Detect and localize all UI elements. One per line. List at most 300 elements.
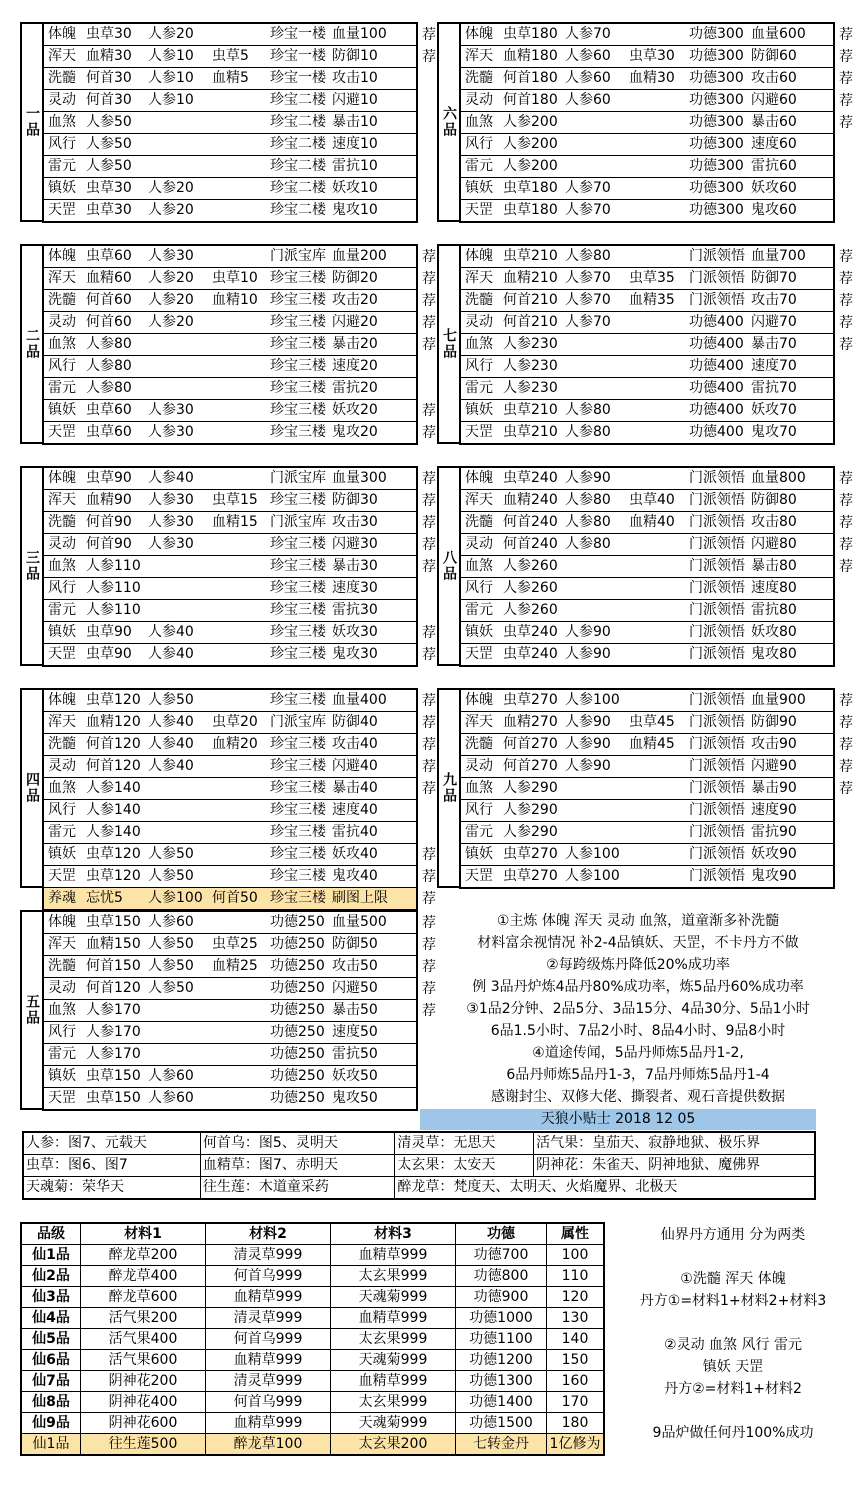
source: 功德300 (689, 48, 744, 64)
attribute: 攻击30 (332, 514, 378, 530)
source: 功德250 (270, 914, 325, 930)
material-2: 人参20 (148, 202, 194, 218)
source: 门派领悟 (689, 714, 745, 730)
pill-name: 浑天 (48, 48, 76, 64)
grade-label-cell (20, 466, 42, 666)
source: 珍宝一楼 (270, 70, 326, 86)
pill-name: 浑天 (465, 492, 493, 508)
material-1: 虫草120 (86, 692, 141, 708)
attribute: 暴击30 (332, 558, 378, 574)
grade-label: 八品 (441, 550, 457, 582)
recommend-mark: 荐 (422, 891, 436, 907)
source: 珍宝三楼 (270, 492, 326, 508)
immortal-cell: 阴神花200 (81, 1371, 206, 1392)
attribute: 雷抗70 (751, 380, 797, 396)
source: 门派领悟 (689, 758, 745, 774)
attribute: 防御60 (751, 48, 797, 64)
recommend-mark: 荐 (839, 315, 853, 331)
material-1: 何首120 (86, 736, 141, 752)
recommend-mark: 荐 (422, 715, 436, 731)
immortal-cell: 血精草999 (331, 1245, 456, 1266)
pill-name: 雷元 (48, 158, 76, 174)
pill-name: 洗髓 (48, 736, 76, 752)
material-1: 虫草180 (503, 180, 558, 196)
recipe-row (461, 333, 833, 355)
material-2: 人参70 (565, 314, 611, 330)
material-1: 虫草90 (86, 646, 132, 662)
recipe-row (461, 377, 833, 399)
pill-name: 洗髓 (48, 514, 76, 530)
attribute: 血量400 (332, 692, 387, 708)
immortal-cell: 仙1品 (21, 1245, 81, 1266)
recipe-row (461, 865, 833, 887)
tip-line: 6品丹师炼5品丹1-3，7品丹师炼5品丹1-4 (506, 1067, 770, 1083)
immortal-recipe-table (20, 1222, 605, 1456)
tip-line: 材料富余视情况 补2-4品镇妖、天罡，不卡丹方不做 (477, 935, 799, 951)
recommend-mark: 荐 (422, 847, 436, 863)
material-2: 人参100 (565, 868, 620, 884)
attribute: 刷图上限 (332, 890, 388, 906)
immortal-cell: 醉龙草400 (81, 1266, 206, 1287)
material-2: 人参40 (148, 758, 194, 774)
material-1: 虫草120 (86, 868, 141, 884)
material-2: 人参50 (148, 958, 194, 974)
material-2: 人参60 (565, 48, 611, 64)
attribute: 妖攻20 (332, 402, 378, 418)
material-1: 人参200 (503, 136, 558, 152)
material-2: 人参30 (148, 424, 194, 440)
source: 珍宝三楼 (270, 736, 326, 752)
ingredient-cell: 人参：图7、元载天 (23, 1132, 200, 1155)
immortal-special-row (21, 1434, 604, 1456)
immortal-cell: 清灵草999 (206, 1308, 331, 1329)
pill-name: 浑天 (465, 48, 493, 64)
material-1: 人参80 (86, 358, 132, 374)
material-3: 虫草25 (212, 936, 258, 952)
material-1: 虫草60 (86, 248, 132, 264)
material-2: 人参40 (148, 646, 194, 662)
material-3: 何首50 (212, 890, 258, 906)
source: 珍宝三楼 (270, 336, 326, 352)
attribute: 鬼攻50 (332, 1090, 378, 1106)
recipe-row (461, 577, 833, 599)
immortal-special-cell: 往生莲500 (81, 1434, 206, 1456)
pill-name: 体魄 (465, 26, 493, 42)
material-1: 虫草210 (503, 248, 558, 264)
attribute: 暴击80 (751, 558, 797, 574)
source: 门派领悟 (689, 824, 745, 840)
attribute: 速度50 (332, 1024, 378, 1040)
pill-name: 浑天 (48, 270, 76, 286)
immortal-cell: 太玄果999 (331, 1329, 456, 1350)
tip-line: 感谢封尘、双修大佬、撕裂者、观石音提供数据 (491, 1089, 785, 1105)
immortal-cell: 血精草999 (331, 1308, 456, 1329)
material-2: 人参80 (565, 536, 611, 552)
material-2: 人参80 (565, 492, 611, 508)
immortal-cell: 130 (547, 1308, 605, 1329)
source: 门派领悟 (689, 802, 745, 818)
material-2: 人参60 (148, 1090, 194, 1106)
material-1: 何首270 (503, 758, 558, 774)
immortal-cell: 仙6品 (21, 1350, 81, 1371)
grade-table (42, 22, 418, 223)
material-1: 人参110 (86, 580, 141, 596)
material-2: 人参40 (148, 714, 194, 730)
pill-name: 灵动 (465, 536, 493, 552)
immortal-cell: 仙7品 (21, 1371, 81, 1392)
material-2: 人参20 (148, 292, 194, 308)
material-1: 虫草210 (503, 402, 558, 418)
pill-name: 灵动 (48, 980, 76, 996)
recommend-mark: 荐 (839, 271, 853, 287)
recommend-mark: 荐 (839, 759, 853, 775)
immortal-row (21, 1266, 604, 1287)
recipe-row (44, 887, 416, 909)
material-1: 虫草60 (86, 424, 132, 440)
material-1: 虫草180 (503, 202, 558, 218)
pill-name: 灵动 (465, 314, 493, 330)
grade-label-cell (20, 22, 42, 222)
source: 珍宝三楼 (270, 602, 326, 618)
recipe-row (461, 755, 833, 777)
recipe-row (461, 821, 833, 843)
material-2: 人参100 (148, 890, 203, 906)
source: 功德300 (689, 114, 744, 130)
pill-name: 风行 (48, 358, 76, 374)
source: 门派领悟 (689, 558, 745, 574)
source: 珍宝三楼 (270, 868, 326, 884)
material-3: 血精5 (212, 70, 249, 86)
material-1: 何首90 (86, 536, 132, 552)
material-1: 人参80 (86, 380, 132, 396)
recipe-row (44, 999, 416, 1021)
attribute: 妖攻80 (751, 624, 797, 640)
immortal-cell: 天魂菊999 (331, 1413, 456, 1434)
tips-block (440, 910, 836, 1108)
attribute: 暴击50 (332, 1002, 378, 1018)
material-2: 人参80 (565, 514, 611, 530)
attribute: 闪避10 (332, 92, 378, 108)
material-1: 何首30 (86, 92, 132, 108)
immortal-header-cell: 材料2 (206, 1223, 331, 1245)
recipe-row (44, 468, 416, 489)
material-3: 血精10 (212, 292, 258, 308)
material-2: 人参30 (148, 402, 194, 418)
attribute: 暴击40 (332, 780, 378, 796)
pill-name: 血煞 (465, 780, 493, 796)
attribute: 鬼攻10 (332, 202, 378, 218)
pill-name: 浑天 (465, 270, 493, 286)
recommend-mark: 荐 (839, 27, 853, 43)
source: 门派领悟 (689, 692, 745, 708)
pill-name: 灵动 (48, 758, 76, 774)
pill-name: 血煞 (48, 558, 76, 574)
pill-name: 镇妖 (48, 846, 76, 862)
immortal-cell: 功德1100 (456, 1329, 547, 1350)
source: 珍宝三楼 (270, 314, 326, 330)
pill-name: 洗髓 (48, 70, 76, 86)
source: 珍宝三楼 (270, 692, 326, 708)
attribute: 鬼攻80 (751, 646, 797, 662)
pill-name: 雷元 (48, 824, 76, 840)
material-3: 虫草40 (629, 492, 675, 508)
source: 珍宝二楼 (270, 114, 326, 130)
material-1: 血精210 (503, 270, 558, 286)
source: 功德250 (270, 1002, 325, 1018)
immortal-cell: 活气果200 (81, 1308, 206, 1329)
attribute: 速度60 (751, 136, 797, 152)
recommend-mark: 荐 (839, 781, 853, 797)
material-1: 人参290 (503, 780, 558, 796)
immortal-special-cell: 1亿修为 (547, 1434, 605, 1456)
source: 功德300 (689, 70, 744, 86)
ingredient-cell: 阴神花：朱雀天、阴神地狱、魔佛界 (534, 1155, 815, 1177)
source: 珍宝三楼 (270, 270, 326, 286)
attribute: 闪避30 (332, 536, 378, 552)
source: 珍宝三楼 (270, 890, 326, 906)
source: 功德250 (270, 1046, 325, 1062)
immortal-cell: 120 (547, 1287, 605, 1308)
material-1: 人参200 (503, 114, 558, 130)
material-1: 人参170 (86, 1002, 141, 1018)
pill-name: 天罡 (48, 646, 76, 662)
material-1: 虫草120 (86, 846, 141, 862)
recipe-row (461, 111, 833, 133)
material-2: 人参70 (565, 292, 611, 308)
recommend-mark: 荐 (839, 693, 853, 709)
attribute: 闪避60 (751, 92, 797, 108)
material-2: 人参50 (148, 868, 194, 884)
recipe-row (461, 133, 833, 155)
immortal-cell: 160 (547, 1371, 605, 1392)
attribute: 速度20 (332, 358, 378, 374)
attribute: 妖攻30 (332, 624, 378, 640)
grade-label: 六品 (441, 106, 457, 138)
attribute: 雷抗30 (332, 602, 378, 618)
material-3: 血精15 (212, 514, 258, 530)
pill-name: 镇妖 (48, 402, 76, 418)
recipe-row (461, 177, 833, 199)
pill-name: 镇妖 (465, 402, 493, 418)
attribute: 鬼攻60 (751, 202, 797, 218)
pill-name: 风行 (465, 802, 493, 818)
ingredient-cell: 天魂菊：荣华天 (23, 1177, 200, 1200)
recommend-mark: 荐 (839, 49, 853, 65)
ingredient-row (23, 1177, 815, 1200)
immortal-cell: 太玄果999 (331, 1266, 456, 1287)
immortal-row (21, 1371, 604, 1392)
material-3: 血精30 (629, 70, 675, 86)
material-2: 人参80 (565, 248, 611, 264)
pill-name: 风行 (465, 580, 493, 596)
immortal-special-cell: 七转金丹 (456, 1434, 547, 1456)
ingredient-cell: 活气果：皇茄天、寂静地狱、极乐界 (534, 1132, 815, 1155)
immortal-cell: 180 (547, 1413, 605, 1434)
recipe-row (44, 333, 416, 355)
material-1: 血精60 (86, 270, 132, 286)
pill-name: 灵动 (48, 536, 76, 552)
immortal-header-row (21, 1223, 604, 1245)
recommend-mark: 荐 (422, 869, 436, 885)
recommend-mark: 荐 (422, 625, 436, 641)
source: 门派宝库 (270, 714, 326, 730)
immortal-row (21, 1392, 604, 1413)
recipe-row (461, 399, 833, 421)
material-1: 何首180 (503, 92, 558, 108)
source: 门派领悟 (689, 536, 745, 552)
grade-label: 一品 (24, 106, 40, 138)
pill-name: 雷元 (465, 824, 493, 840)
tip-line: 6品1.5小时、7品2小时、8品4小时、9品8小时 (490, 1023, 786, 1039)
material-3: 虫草15 (212, 492, 258, 508)
material-1: 何首90 (86, 514, 132, 530)
attribute: 闪避40 (332, 758, 378, 774)
pill-name: 风行 (48, 802, 76, 818)
source: 珍宝三楼 (270, 824, 326, 840)
recipe-row (44, 267, 416, 289)
source: 珍宝三楼 (270, 558, 326, 574)
immortal-row (21, 1350, 604, 1371)
material-2: 人参30 (148, 492, 194, 508)
attribute: 攻击80 (751, 514, 797, 530)
material-1: 虫草240 (503, 624, 558, 640)
material-1: 忘忧5 (86, 890, 123, 906)
source: 珍宝二楼 (270, 202, 326, 218)
source: 门派领悟 (689, 624, 745, 640)
immortal-cell: 仙5品 (21, 1329, 81, 1350)
attribute: 鬼攻70 (751, 424, 797, 440)
source: 功德250 (270, 958, 325, 974)
grade-label-cell (20, 244, 42, 444)
material-3: 血精45 (629, 736, 675, 752)
immortal-row (21, 1245, 604, 1266)
material-2: 人参50 (148, 936, 194, 952)
recipe-row (44, 977, 416, 999)
immortal-cell: 活气果400 (81, 1329, 206, 1350)
material-1: 人参230 (503, 358, 558, 374)
material-2: 人参90 (565, 624, 611, 640)
material-3: 血精25 (212, 958, 258, 974)
attribute: 速度90 (751, 802, 797, 818)
material-3: 虫草10 (212, 270, 258, 286)
recipe-row (44, 89, 416, 111)
recipe-row (461, 643, 833, 665)
pill-name: 镇妖 (465, 624, 493, 640)
recommend-mark: 荐 (422, 759, 436, 775)
attribute: 妖攻90 (751, 846, 797, 862)
pill-name: 洗髓 (465, 292, 493, 308)
grade-label: 三品 (24, 550, 40, 582)
recipe-row (461, 777, 833, 799)
attribute: 妖攻50 (332, 1068, 378, 1084)
material-1: 人参230 (503, 380, 558, 396)
pill-name: 镇妖 (465, 846, 493, 862)
source: 门派领悟 (689, 470, 745, 486)
recipe-row (461, 489, 833, 511)
attribute: 防御50 (332, 936, 378, 952)
tip-line: ③1品2分钟、2品5分、3品15分、4品30分、5品1小时 (466, 1001, 810, 1017)
material-2: 人参90 (565, 646, 611, 662)
material-1: 血精180 (503, 48, 558, 64)
immortal-row (21, 1413, 604, 1434)
pill-name: 风行 (48, 136, 76, 152)
material-1: 人参50 (86, 158, 132, 174)
pill-name: 雷元 (465, 158, 493, 174)
pill-name: 雷元 (48, 380, 76, 396)
tips-banner: 天狼小贴士 2018 12 05 (420, 1109, 816, 1130)
immortal-cell: 功德900 (456, 1287, 547, 1308)
material-2: 人参100 (565, 692, 620, 708)
attribute: 攻击60 (751, 70, 797, 86)
attribute: 鬼攻90 (751, 868, 797, 884)
immortal-cell: 醉龙草200 (81, 1245, 206, 1266)
attribute: 血量700 (751, 248, 806, 264)
source: 珍宝二楼 (270, 92, 326, 108)
recommend-mark: 荐 (839, 537, 853, 553)
pill-name: 血煞 (48, 336, 76, 352)
attribute: 暴击90 (751, 780, 797, 796)
source: 功德400 (689, 336, 744, 352)
immortal-cell: 清灵草999 (206, 1245, 331, 1266)
recipe-row (44, 289, 416, 311)
attribute: 暴击20 (332, 336, 378, 352)
recommend-mark: 荐 (839, 559, 853, 575)
pill-name: 天罡 (48, 424, 76, 440)
ingredient-cell: 清灵草：无思天 (395, 1132, 534, 1155)
source: 门派领悟 (689, 780, 745, 796)
immortal-special-cell: 太玄果200 (331, 1434, 456, 1456)
material-2: 人参90 (565, 758, 611, 774)
attribute: 防御90 (751, 714, 797, 730)
source: 功德400 (689, 314, 744, 330)
material-3: 虫草5 (212, 48, 249, 64)
material-1: 虫草180 (503, 26, 558, 42)
immortal-cell: 血精草999 (206, 1350, 331, 1371)
pill-name: 灵动 (465, 758, 493, 774)
grade-label: 四品 (24, 772, 40, 804)
recipe-row (461, 468, 833, 489)
recipe-row (44, 311, 416, 333)
pill-name: 镇妖 (48, 624, 76, 640)
material-2: 人参10 (148, 70, 194, 86)
material-1: 人参140 (86, 780, 141, 796)
tip-line: ①主炼 体魄 浑天 灵动 血煞，道童渐多补洗髓 (496, 913, 780, 929)
attribute: 妖攻40 (332, 846, 378, 862)
recipe-row (44, 621, 416, 643)
recipe-row (44, 199, 416, 221)
recommend-mark: 荐 (422, 647, 436, 663)
ingredient-cell: 虫草：图6、图7 (23, 1155, 200, 1177)
immortal-cell: 阴神花600 (81, 1413, 206, 1434)
ingredient-cell: 醉龙草：梵度天、太明天、火焰魔界、北极天 (395, 1177, 815, 1200)
material-1: 何首180 (503, 70, 558, 86)
immortal-cell: 150 (547, 1350, 605, 1371)
source: 功德250 (270, 1024, 325, 1040)
material-1: 何首150 (86, 958, 141, 974)
recommend-mark: 荐 (422, 493, 436, 509)
source: 功德400 (689, 424, 744, 440)
attribute: 攻击10 (332, 70, 378, 86)
material-2: 人参70 (565, 270, 611, 286)
attribute: 防御30 (332, 492, 378, 508)
pill-name: 风行 (48, 1024, 76, 1040)
immortal-note-line: 9品炉做任何丹100%成功 (652, 1425, 814, 1441)
immortal-cell: 140 (547, 1329, 605, 1350)
material-1: 人参80 (86, 336, 132, 352)
attribute: 暴击70 (751, 336, 797, 352)
material-1: 人参260 (503, 580, 558, 596)
material-1: 人参230 (503, 336, 558, 352)
